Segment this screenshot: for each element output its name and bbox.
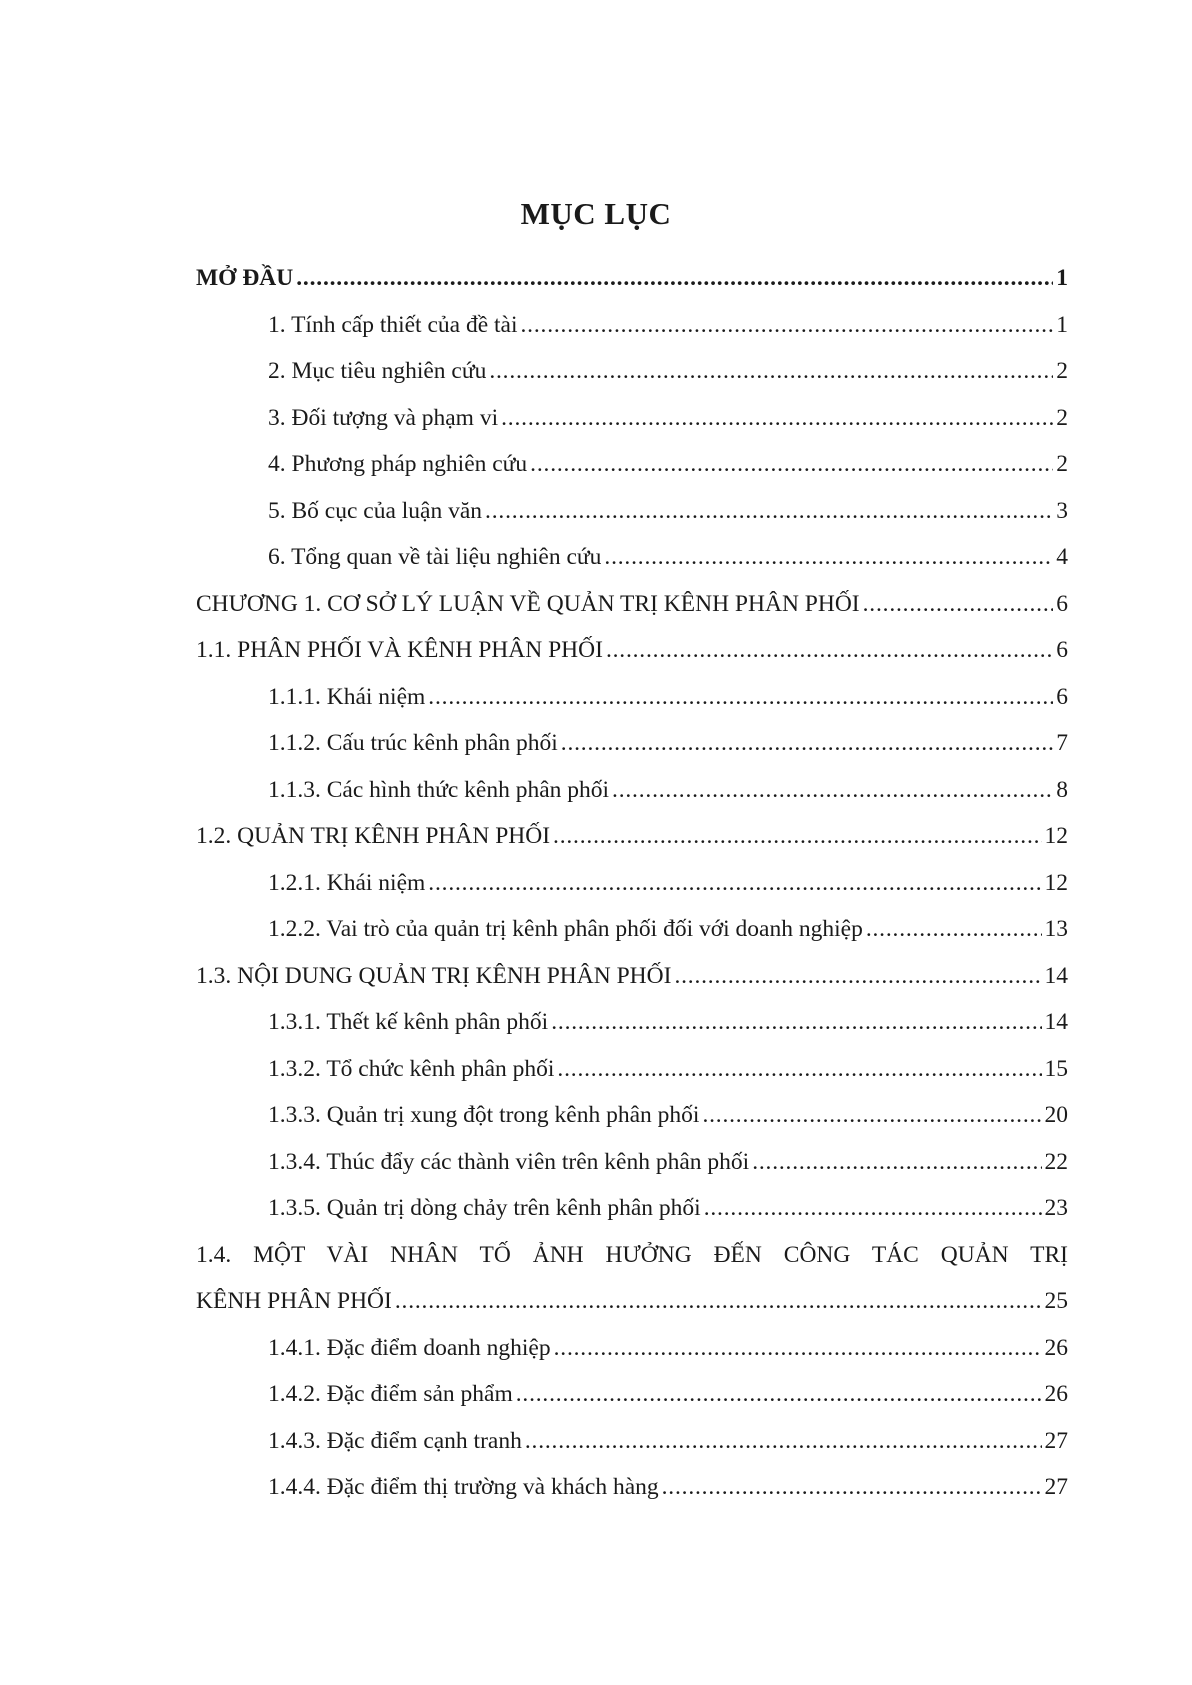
toc-entry-text: MỞ ĐẦU bbox=[196, 265, 294, 291]
toc-page-number: 1 bbox=[1056, 311, 1068, 338]
toc-entry-text: 4. Phương pháp nghiên cứu bbox=[268, 451, 528, 477]
toc-page-number: 6 bbox=[1056, 590, 1068, 617]
toc-entry-text: KÊNH PHÂN PHỐI bbox=[196, 1288, 392, 1314]
toc-page-number: 13 bbox=[1044, 916, 1068, 942]
toc-page-number: 23 bbox=[1044, 1195, 1068, 1221]
dot-leader bbox=[604, 534, 1053, 581]
toc-entry[interactable] bbox=[196, 720, 1068, 767]
toc-page-number: 26 bbox=[1044, 1381, 1068, 1407]
toc-entry[interactable] bbox=[196, 255, 1068, 302]
dot-leader bbox=[606, 627, 1053, 674]
toc-page-number: 8 bbox=[1056, 776, 1068, 803]
toc-entry[interactable] bbox=[196, 627, 1068, 674]
toc-page-number: 1 bbox=[1056, 265, 1068, 291]
dot-leader bbox=[662, 1464, 1042, 1511]
toc-entry[interactable] bbox=[196, 953, 1068, 1000]
toc-entry[interactable] bbox=[196, 813, 1068, 860]
toc-entry-text: 1.2. QUẢN TRỊ KÊNH PHÂN PHỐI bbox=[196, 823, 551, 849]
toc-page-number: 12 bbox=[1044, 823, 1068, 849]
toc-entry-text: 2. Mục tiêu nghiên cứu bbox=[268, 358, 487, 384]
toc-entry[interactable] bbox=[196, 1418, 1068, 1465]
dot-leader bbox=[428, 860, 1041, 907]
toc-entry[interactable] bbox=[196, 1046, 1068, 1093]
toc-entry-text: 1.3.1. Thết kế kênh phân phối bbox=[268, 1009, 549, 1035]
dot-leader bbox=[516, 1371, 1042, 1418]
toc-entry-text: 1.3.4. Thúc đẩy các thành viên trên kênh phân phối bbox=[268, 1148, 750, 1175]
toc-list bbox=[196, 255, 1068, 1511]
toc-entry[interactable] bbox=[196, 1232, 1068, 1279]
toc-entry[interactable] bbox=[196, 441, 1068, 488]
toc-entry[interactable] bbox=[196, 1139, 1068, 1186]
toc-entry[interactable] bbox=[196, 1371, 1068, 1418]
dot-leader bbox=[557, 1046, 1041, 1093]
dot-leader bbox=[561, 720, 1053, 767]
toc-entry[interactable] bbox=[196, 488, 1068, 535]
toc-page-number: 2 bbox=[1056, 404, 1068, 431]
toc-page-number: 25 bbox=[1044, 1288, 1068, 1314]
toc-page-number: 12 bbox=[1044, 869, 1068, 896]
toc-page-number: 4 bbox=[1056, 544, 1068, 570]
dot-leader bbox=[489, 348, 1053, 395]
toc-entry-text: 1.4.2. Đặc điểm sản phẩm bbox=[268, 1381, 513, 1407]
toc-entry[interactable] bbox=[196, 767, 1068, 814]
toc-entry[interactable] bbox=[196, 348, 1068, 395]
dot-leader bbox=[752, 1139, 1041, 1186]
dot-leader bbox=[521, 302, 1054, 349]
toc-entry-text: 5. Bố cục của luận văn bbox=[268, 497, 483, 524]
toc-entry[interactable] bbox=[196, 534, 1068, 581]
toc-entry-text: CHƯƠNG 1. CƠ SỞ LÝ LUẬN VỀ QUẢN TRỊ KÊNH PHÂN PHỐI bbox=[196, 590, 860, 617]
toc-entry[interactable] bbox=[196, 999, 1068, 1046]
toc-entry[interactable] bbox=[196, 1278, 1068, 1325]
toc-entry[interactable] bbox=[196, 860, 1068, 907]
toc-page-number: 20 bbox=[1044, 1102, 1068, 1128]
toc-page-number: 14 bbox=[1044, 1009, 1068, 1035]
toc-page-number: 7 bbox=[1056, 730, 1068, 756]
toc-entry-text: 1.3.3. Quản trị xung đột trong kênh phân phối bbox=[268, 1102, 700, 1128]
dot-leader bbox=[702, 1092, 1041, 1139]
toc-entry-text: 1.3.5. Quản trị dòng chảy trên kênh phân phối bbox=[268, 1195, 701, 1221]
toc-entry[interactable] bbox=[196, 395, 1068, 442]
toc-entry[interactable] bbox=[196, 1464, 1068, 1511]
dot-leader bbox=[704, 1185, 1042, 1232]
toc-entry-text: 1.1.3. Các hình thức kênh phân phối bbox=[268, 776, 610, 803]
toc-entry-text: 1.3. NỘI DUNG QUẢN TRỊ KÊNH PHÂN PHỐI bbox=[196, 962, 672, 989]
toc-entry-text: 6. Tổng quan về tài liệu nghiên cứu bbox=[268, 544, 602, 570]
dot-leader bbox=[553, 813, 1041, 860]
toc-entry[interactable] bbox=[196, 302, 1068, 349]
dot-leader bbox=[428, 674, 1053, 721]
dot-leader bbox=[674, 953, 1041, 1000]
toc-page-number: 22 bbox=[1044, 1148, 1068, 1175]
toc-entry-text: 1.4.3. Đặc điểm cạnh tranh bbox=[268, 1427, 522, 1454]
dot-leader bbox=[501, 395, 1053, 442]
toc-page-number: 3 bbox=[1056, 497, 1068, 524]
toc-entry-text: 1.4.1. Đặc điểm doanh nghiệp bbox=[268, 1334, 551, 1361]
toc-title: MỤC LỤC bbox=[520, 196, 672, 231]
toc-entry-text: 1.4. MỘT VÀI NHÂN TỐ ẢNH HƯỞNG ĐẾN CÔNG TÁC QUẢN TRỊ bbox=[196, 1241, 1068, 1268]
toc-entry[interactable] bbox=[196, 1185, 1068, 1232]
toc-page-number: 2 bbox=[1056, 451, 1068, 477]
toc-entry[interactable] bbox=[196, 1325, 1068, 1372]
toc-entry[interactable] bbox=[196, 674, 1068, 721]
toc-entry-text: 1.4.4. Đặc điểm thị trường và khách hàng bbox=[268, 1474, 659, 1500]
toc-page-number: 27 bbox=[1044, 1427, 1068, 1454]
toc-page-number: 14 bbox=[1044, 962, 1068, 989]
dot-leader bbox=[554, 1325, 1042, 1372]
dot-leader bbox=[525, 1418, 1042, 1465]
toc-entry-text: 1. Tính cấp thiết của đề tài bbox=[268, 311, 518, 338]
toc-entry-text: 1.1.1. Khái niệm bbox=[268, 683, 426, 710]
dot-leader bbox=[863, 581, 1054, 628]
toc-page-number: 6 bbox=[1056, 637, 1068, 663]
toc-entry-text: 1.2.1. Khái niệm bbox=[268, 869, 426, 896]
toc-entry-text: 1.2.2. Vai trò của quản trị kênh phân phối đối với doanh nghiệp bbox=[268, 916, 863, 942]
toc-entry-text: 1.1.2. Cấu trúc kênh phân phối bbox=[268, 730, 558, 756]
toc-entry-text: 1.3.2. Tổ chức kênh phân phối bbox=[268, 1055, 555, 1082]
toc-page-number: 26 bbox=[1044, 1334, 1068, 1361]
toc-entry[interactable] bbox=[196, 1092, 1068, 1139]
dot-leader bbox=[485, 488, 1053, 535]
toc-page-number: 27 bbox=[1044, 1474, 1068, 1500]
toc-entry-text: 3. Đối tượng và phạm vi bbox=[268, 404, 499, 431]
dot-leader bbox=[395, 1278, 1042, 1325]
dot-leader bbox=[866, 906, 1042, 953]
toc-entry[interactable] bbox=[196, 581, 1068, 628]
dot-leader bbox=[530, 441, 1053, 488]
toc-page-number: 15 bbox=[1044, 1055, 1068, 1082]
toc-page-number: 2 bbox=[1056, 358, 1068, 384]
dot-leader bbox=[612, 767, 1053, 814]
toc-entry[interactable] bbox=[196, 906, 1068, 953]
dot-leader bbox=[296, 255, 1053, 302]
toc-entry-text: 1.1. PHÂN PHỐI VÀ KÊNH PHÂN PHỐI bbox=[196, 637, 603, 663]
toc-page-number: 6 bbox=[1056, 683, 1068, 710]
dot-leader bbox=[551, 999, 1041, 1046]
